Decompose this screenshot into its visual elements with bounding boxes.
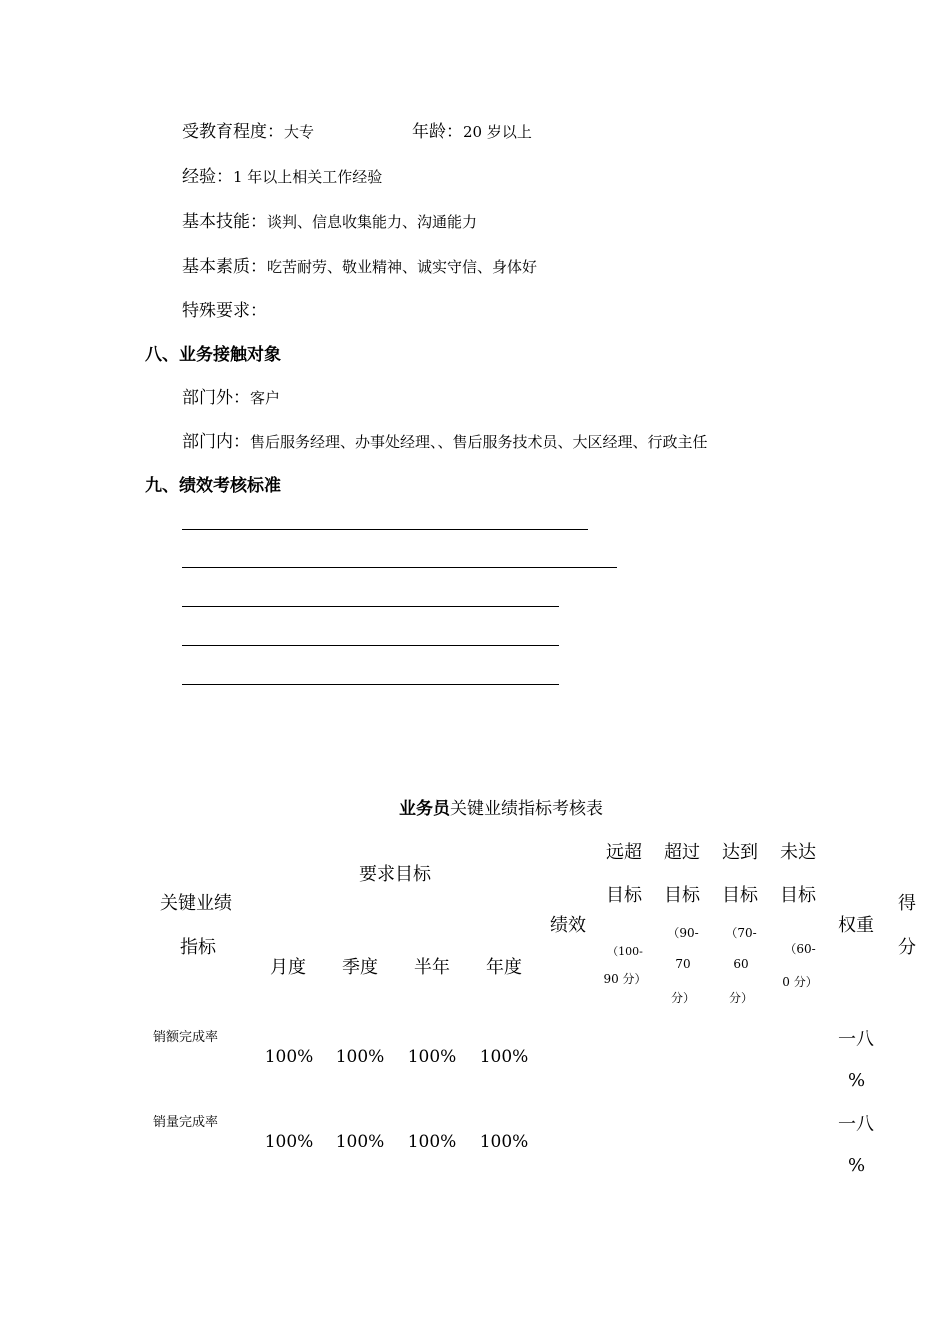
section-9-heading: 九、绩效考核标准 xyxy=(145,476,281,496)
header-reach-5: 分） xyxy=(728,991,753,1005)
row-weight-percent: % xyxy=(848,1155,866,1176)
header-performance: 绩效 xyxy=(550,915,586,936)
row-quarter-value: 100% xyxy=(335,1132,385,1152)
header-month: 月度 xyxy=(270,957,306,978)
header-kpi-line1: 关键业绩 xyxy=(160,893,232,914)
skills-value: 谈判、信息收集能力、沟通能力 xyxy=(267,213,478,231)
qualities-value: 吃苦耐劳、敬业精神、诚实守信、身体好 xyxy=(267,258,538,276)
row-month-value: 100% xyxy=(264,1132,314,1152)
header-exceed-1: 超过 xyxy=(664,842,700,863)
header-far-exceed-4: 90 分） xyxy=(603,972,647,986)
header-miss-1: 未达 xyxy=(780,842,816,863)
blank-line xyxy=(182,645,559,646)
experience-value: 1 年以上相关工作经验 xyxy=(233,168,383,186)
header-target: 要求目标 xyxy=(359,864,431,885)
row-kpi-name: 销额完成率 xyxy=(153,1030,219,1045)
header-exceed-3: （90- xyxy=(667,926,699,940)
header-reach-3: （70- xyxy=(725,926,757,940)
education-label: 受教育程度： xyxy=(182,122,284,142)
qualities-label: 基本素质： xyxy=(182,257,267,277)
external-label: 部门外： xyxy=(182,388,250,408)
header-score-1: 得 xyxy=(898,893,916,914)
qualities-line xyxy=(182,252,537,277)
experience-label: 经验： xyxy=(182,167,233,187)
header-far-exceed-2: 目标 xyxy=(606,885,642,906)
row-quarter-value: 100% xyxy=(335,1047,385,1067)
row-weight-value: 一八 xyxy=(838,1114,874,1135)
table-title-bold: 业务员 xyxy=(399,799,450,819)
header-exceed-5: 分） xyxy=(670,991,695,1005)
header-kpi-line2: 指标 xyxy=(180,937,216,958)
skills-line xyxy=(182,207,477,232)
header-far-exceed-1: 远超 xyxy=(606,842,642,863)
header-miss-3: （60- xyxy=(784,942,816,956)
row-year-value: 100% xyxy=(479,1132,529,1152)
internal-value: 售后服务经理、办事处经理、、售后服务技术员、大区经理、行政主任 xyxy=(250,433,708,451)
header-half-year: 半年 xyxy=(414,957,450,978)
special-label: 特殊要求： xyxy=(182,301,267,321)
education-line xyxy=(182,117,314,142)
age-line xyxy=(412,117,532,142)
blank-line xyxy=(182,684,559,685)
skills-label: 基本技能： xyxy=(182,212,267,232)
row-kpi-name: 销量完成率 xyxy=(153,1115,219,1130)
external-contact-line xyxy=(182,383,280,408)
external-value: 客户 xyxy=(250,389,281,407)
blank-line xyxy=(182,567,617,568)
internal-label: 部门内： xyxy=(182,432,250,452)
header-reach-4: 60 xyxy=(733,957,749,971)
header-reach-2: 目标 xyxy=(722,885,758,906)
blank-line xyxy=(182,606,559,607)
row-half-year-value: 100% xyxy=(407,1047,457,1067)
header-year: 年度 xyxy=(486,957,522,978)
table-title xyxy=(399,794,603,819)
row-year-value: 100% xyxy=(479,1047,529,1067)
header-reach-1: 达到 xyxy=(722,842,758,863)
education-value: 大专 xyxy=(284,123,315,141)
header-exceed-2: 目标 xyxy=(664,885,700,906)
row-weight-value: 一八 xyxy=(838,1029,874,1050)
row-month-value: 100% xyxy=(264,1047,314,1067)
header-miss-2: 目标 xyxy=(780,885,816,906)
section-8-heading: 八、业务接触对象 xyxy=(145,345,281,365)
header-quarter: 季度 xyxy=(342,957,378,978)
age-label: 年龄： xyxy=(412,122,463,142)
internal-contact-line xyxy=(182,427,708,452)
experience-line xyxy=(182,162,382,187)
row-weight-percent: % xyxy=(848,1070,866,1091)
table-title-rest: 关键业绩指标考核表 xyxy=(450,799,603,819)
blank-line xyxy=(182,529,588,530)
age-value: 20 岁以上 xyxy=(463,123,532,141)
header-weight: 权重 xyxy=(838,915,874,936)
header-score-2: 分 xyxy=(898,937,916,958)
row-half-year-value: 100% xyxy=(407,1132,457,1152)
header-miss-4: 0 分） xyxy=(782,975,818,989)
header-far-exceed-3: （100- xyxy=(607,945,643,958)
header-exceed-4: 70 xyxy=(675,957,691,971)
